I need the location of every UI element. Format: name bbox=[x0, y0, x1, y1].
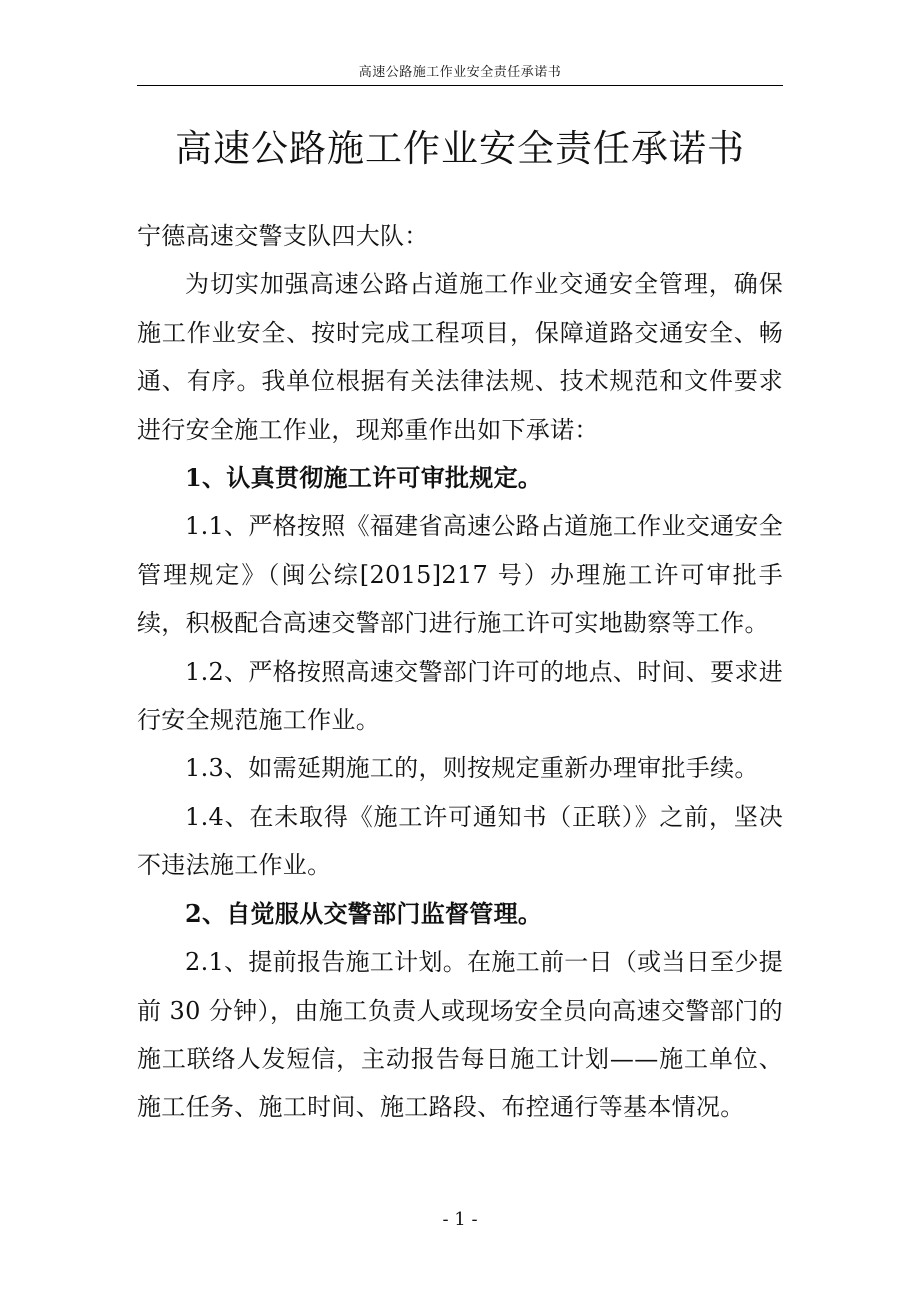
text-line: 积极配合高速交警部门进行施工许可实地勘察等工作。 bbox=[185, 609, 769, 638]
text-line: 1.3、如需延期施工的，则按规定重新办理审批手续。 bbox=[185, 754, 759, 783]
text-line: 不违法施工作业。 bbox=[137, 851, 332, 880]
text-line: 单位、施工任务、施工时间、施工路段、布控通行等基本 bbox=[137, 1044, 783, 1122]
text-line: 2.1、提前报告施工计划。在施工前一日（或当日至少 bbox=[185, 948, 759, 977]
document-body bbox=[137, 212, 783, 1132]
text-line: 门的施工联络人发短信，主动报告每日施工计划——施工 bbox=[137, 996, 783, 1073]
item-2-1 bbox=[137, 938, 783, 1132]
section-1-heading: 1、认真贯彻施工许可审批规定。 bbox=[185, 463, 543, 493]
document-title: 高速公路施工作业安全责任承诺书 bbox=[175, 127, 745, 170]
running-header: 高速公路施工作业安全责任承诺书 bbox=[358, 65, 562, 80]
section-2-heading: 2、自觉服从交警部门监督管理。 bbox=[185, 898, 543, 928]
item-1-4 bbox=[137, 793, 783, 890]
salutation: 宁德高速交警支队四大队： bbox=[137, 222, 429, 250]
text-line: 为切实加强高速公路占道施工作业交通安全管理，确 bbox=[185, 270, 759, 299]
text-line: 1.1、严格按照《福建省高速公路占道施工作业交通安 bbox=[185, 512, 759, 541]
header-rule bbox=[137, 85, 783, 86]
item-1-3 bbox=[137, 744, 783, 792]
page-number: - 1 - bbox=[442, 1209, 478, 1230]
item-1-1 bbox=[137, 502, 783, 647]
text-line: 提前 30 分钟），由施工负责人或现场安全员向高速交警部 bbox=[137, 948, 783, 1025]
text-line: 情况。 bbox=[671, 1093, 745, 1122]
text-line: 畅通、有序。我单位根据有关法律法规、技术规范和文件 bbox=[137, 318, 783, 396]
text-line: 全管理规定》（闽公综[2015]217 号）办理施工许可审批手续， bbox=[137, 512, 783, 638]
text-line: 1.2、严格按照高速交警部门许可的地点、时间、要求 bbox=[185, 657, 759, 686]
text-line: 1.4、在未取得《施工许可通知书（正联）》之前，坚决 bbox=[185, 802, 783, 831]
text-line: 要求进行安全施工作业，现郑重作出如下承诺： bbox=[137, 367, 783, 444]
text-line: 进行安全规范施工作业。 bbox=[137, 657, 783, 735]
item-1-2 bbox=[137, 648, 783, 745]
text-line: 保施工作业安全、按时完成工程项目，保障道路交通安全、 bbox=[137, 270, 783, 347]
intro-paragraph bbox=[137, 260, 783, 454]
